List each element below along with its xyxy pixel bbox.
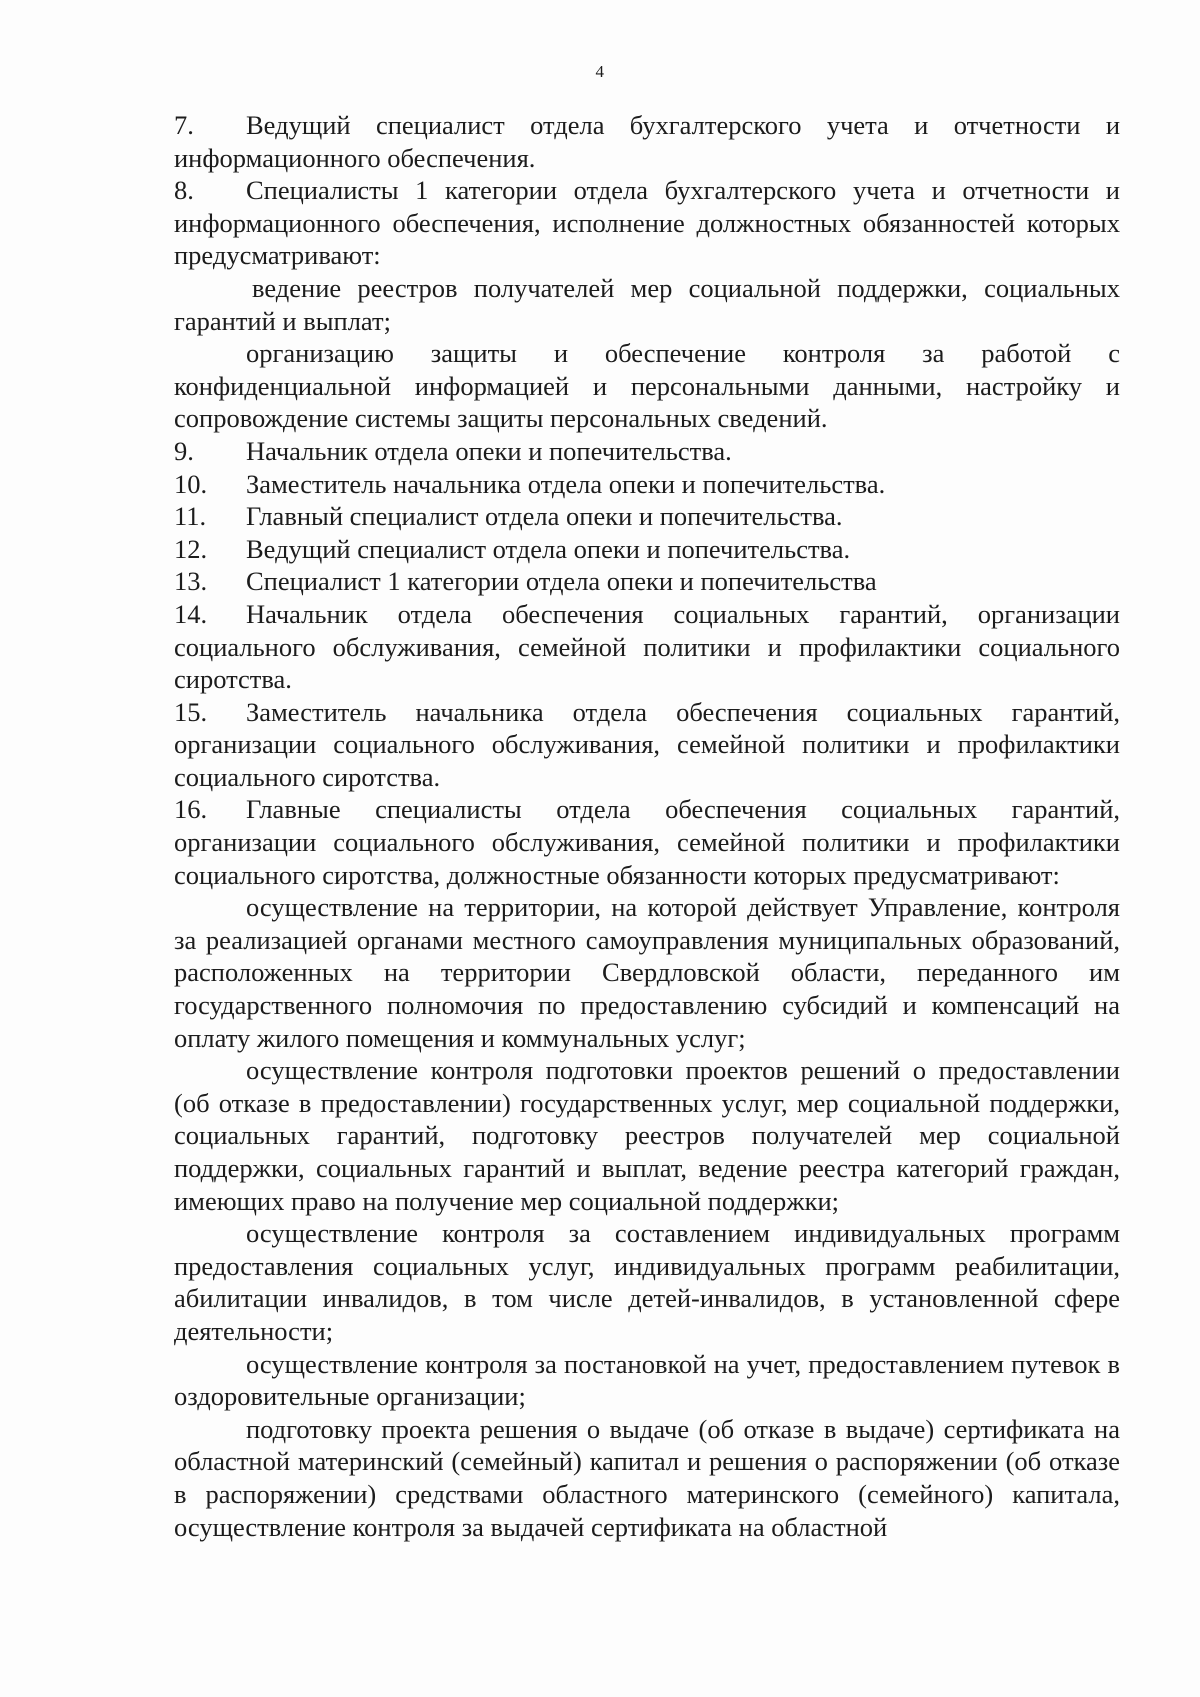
item-text: Начальник отдела обеспечения социальных гарантий, организации социального обслуживания, семейной политики и профилактики социального сиротства.	[174, 598, 1120, 695]
item-number: 7.	[174, 110, 194, 140]
item-text: Заместитель начальника отдела опеки и попечительства.	[246, 468, 886, 499]
sub-paragraph: осуществление контроля за составлением индивидуальных программ предоставления социальных услуг, индивидуальных программ реабилитации, абилитации инвалидов, в том числе детей-инвалидов, в установленной сфере деятельности;	[174, 1218, 1120, 1346]
item-number: 13.	[174, 566, 208, 597]
item-text: Ведущий специалист отдела опеки и попечительства.	[246, 533, 851, 564]
item-number: 14.	[174, 598, 208, 629]
item-number: 16.	[174, 794, 208, 825]
sub-paragraph: организацию защиты и обеспечение контроля за работой с конфиденциальной информацией и персональными данными, настройку и сопровождение системы защиты персональных сведений.	[174, 338, 1120, 434]
list-item-10	[174, 468, 1120, 501]
item-text: Главный специалист отдела опеки и попечительства.	[246, 501, 843, 532]
item-number: 9.	[174, 435, 194, 466]
list-item-15	[174, 696, 1120, 794]
item-text: Заместитель начальника отдела обеспечения социальных гарантий, организации социального обслуживания, семейной политики и профилактики социального сиротства.	[174, 696, 1120, 792]
document-body	[174, 109, 1120, 1543]
item-number: 12.	[174, 533, 208, 564]
sub-paragraph: ведение реестров получателей мер социальной поддержки, социальных гарантий и выплат;	[174, 272, 1120, 336]
sub-paragraph: осуществление контроля за постановкой на учет, предоставлением путевок в оздоровительные организации;	[174, 1348, 1120, 1412]
page-number: 4	[595, 62, 605, 81]
item-text: Начальник отдела опеки и попечительства.	[246, 435, 732, 466]
list-item-11	[174, 500, 1120, 533]
item-number: 8.	[174, 175, 194, 206]
list-item-16	[174, 793, 1120, 891]
item-text: Главные специалисты отдела обеспечения социальных гарантий, организации социального обслуживания, семейной политики и профилактики социального сиротства, должностные обязанности которых предусматривают:	[174, 794, 1120, 890]
item-number: 15.	[174, 696, 208, 727]
list-item-8	[174, 174, 1120, 272]
list-item-13	[174, 565, 1120, 598]
list-item-9	[174, 435, 1120, 468]
sub-paragraph: осуществление контроля подготовки проектов решений о предоставлении (об отказе в предоставлении) государственных услуг, мер социальной поддержки, социальных гарантий, подготовку реестров получателей мер социальной поддержки, социальных гарантий и выплат, ведение реестра категорий граждан, имеющих право на получение мер социальной поддержки;	[174, 1055, 1120, 1216]
item-text: Специалисты 1 категории отдела бухгалтерского учета и отчетности и информационного обеспечения, исполнение должностных обязанностей которых предусматривают:	[174, 175, 1120, 271]
list-item-7	[174, 109, 1120, 174]
item-number: 10.	[174, 468, 208, 499]
item-number: 11.	[174, 501, 207, 532]
sub-paragraph: подготовку проекта решения о выдаче (об отказе в выдаче) сертификата на областной материнский (семейный) капитал и решения о распоряжении (об отказе в распоряжении) средствами областного материнского (семейного) капитала, осуществление контроля за выдачей сертификата на областной	[174, 1413, 1120, 1542]
list-item-14	[174, 598, 1120, 696]
item-text: Специалист 1 категории отдела опеки и попечительства	[246, 566, 877, 597]
sub-paragraph: осуществление на территории, на которой действует Управление, контроля за реализацией органами местного самоуправления муниципальных образований, расположенных на территории Свердловской области, переданного им государственного полномочия по предоставлению субсидий и компенсаций на оплату жилого помещения и коммунальных услуг;	[174, 892, 1120, 1053]
item-text: Ведущий специалист отдела бухгалтерского учета и отчетности и информационного обеспечения.	[174, 110, 1120, 173]
list-item-12	[174, 533, 1120, 566]
